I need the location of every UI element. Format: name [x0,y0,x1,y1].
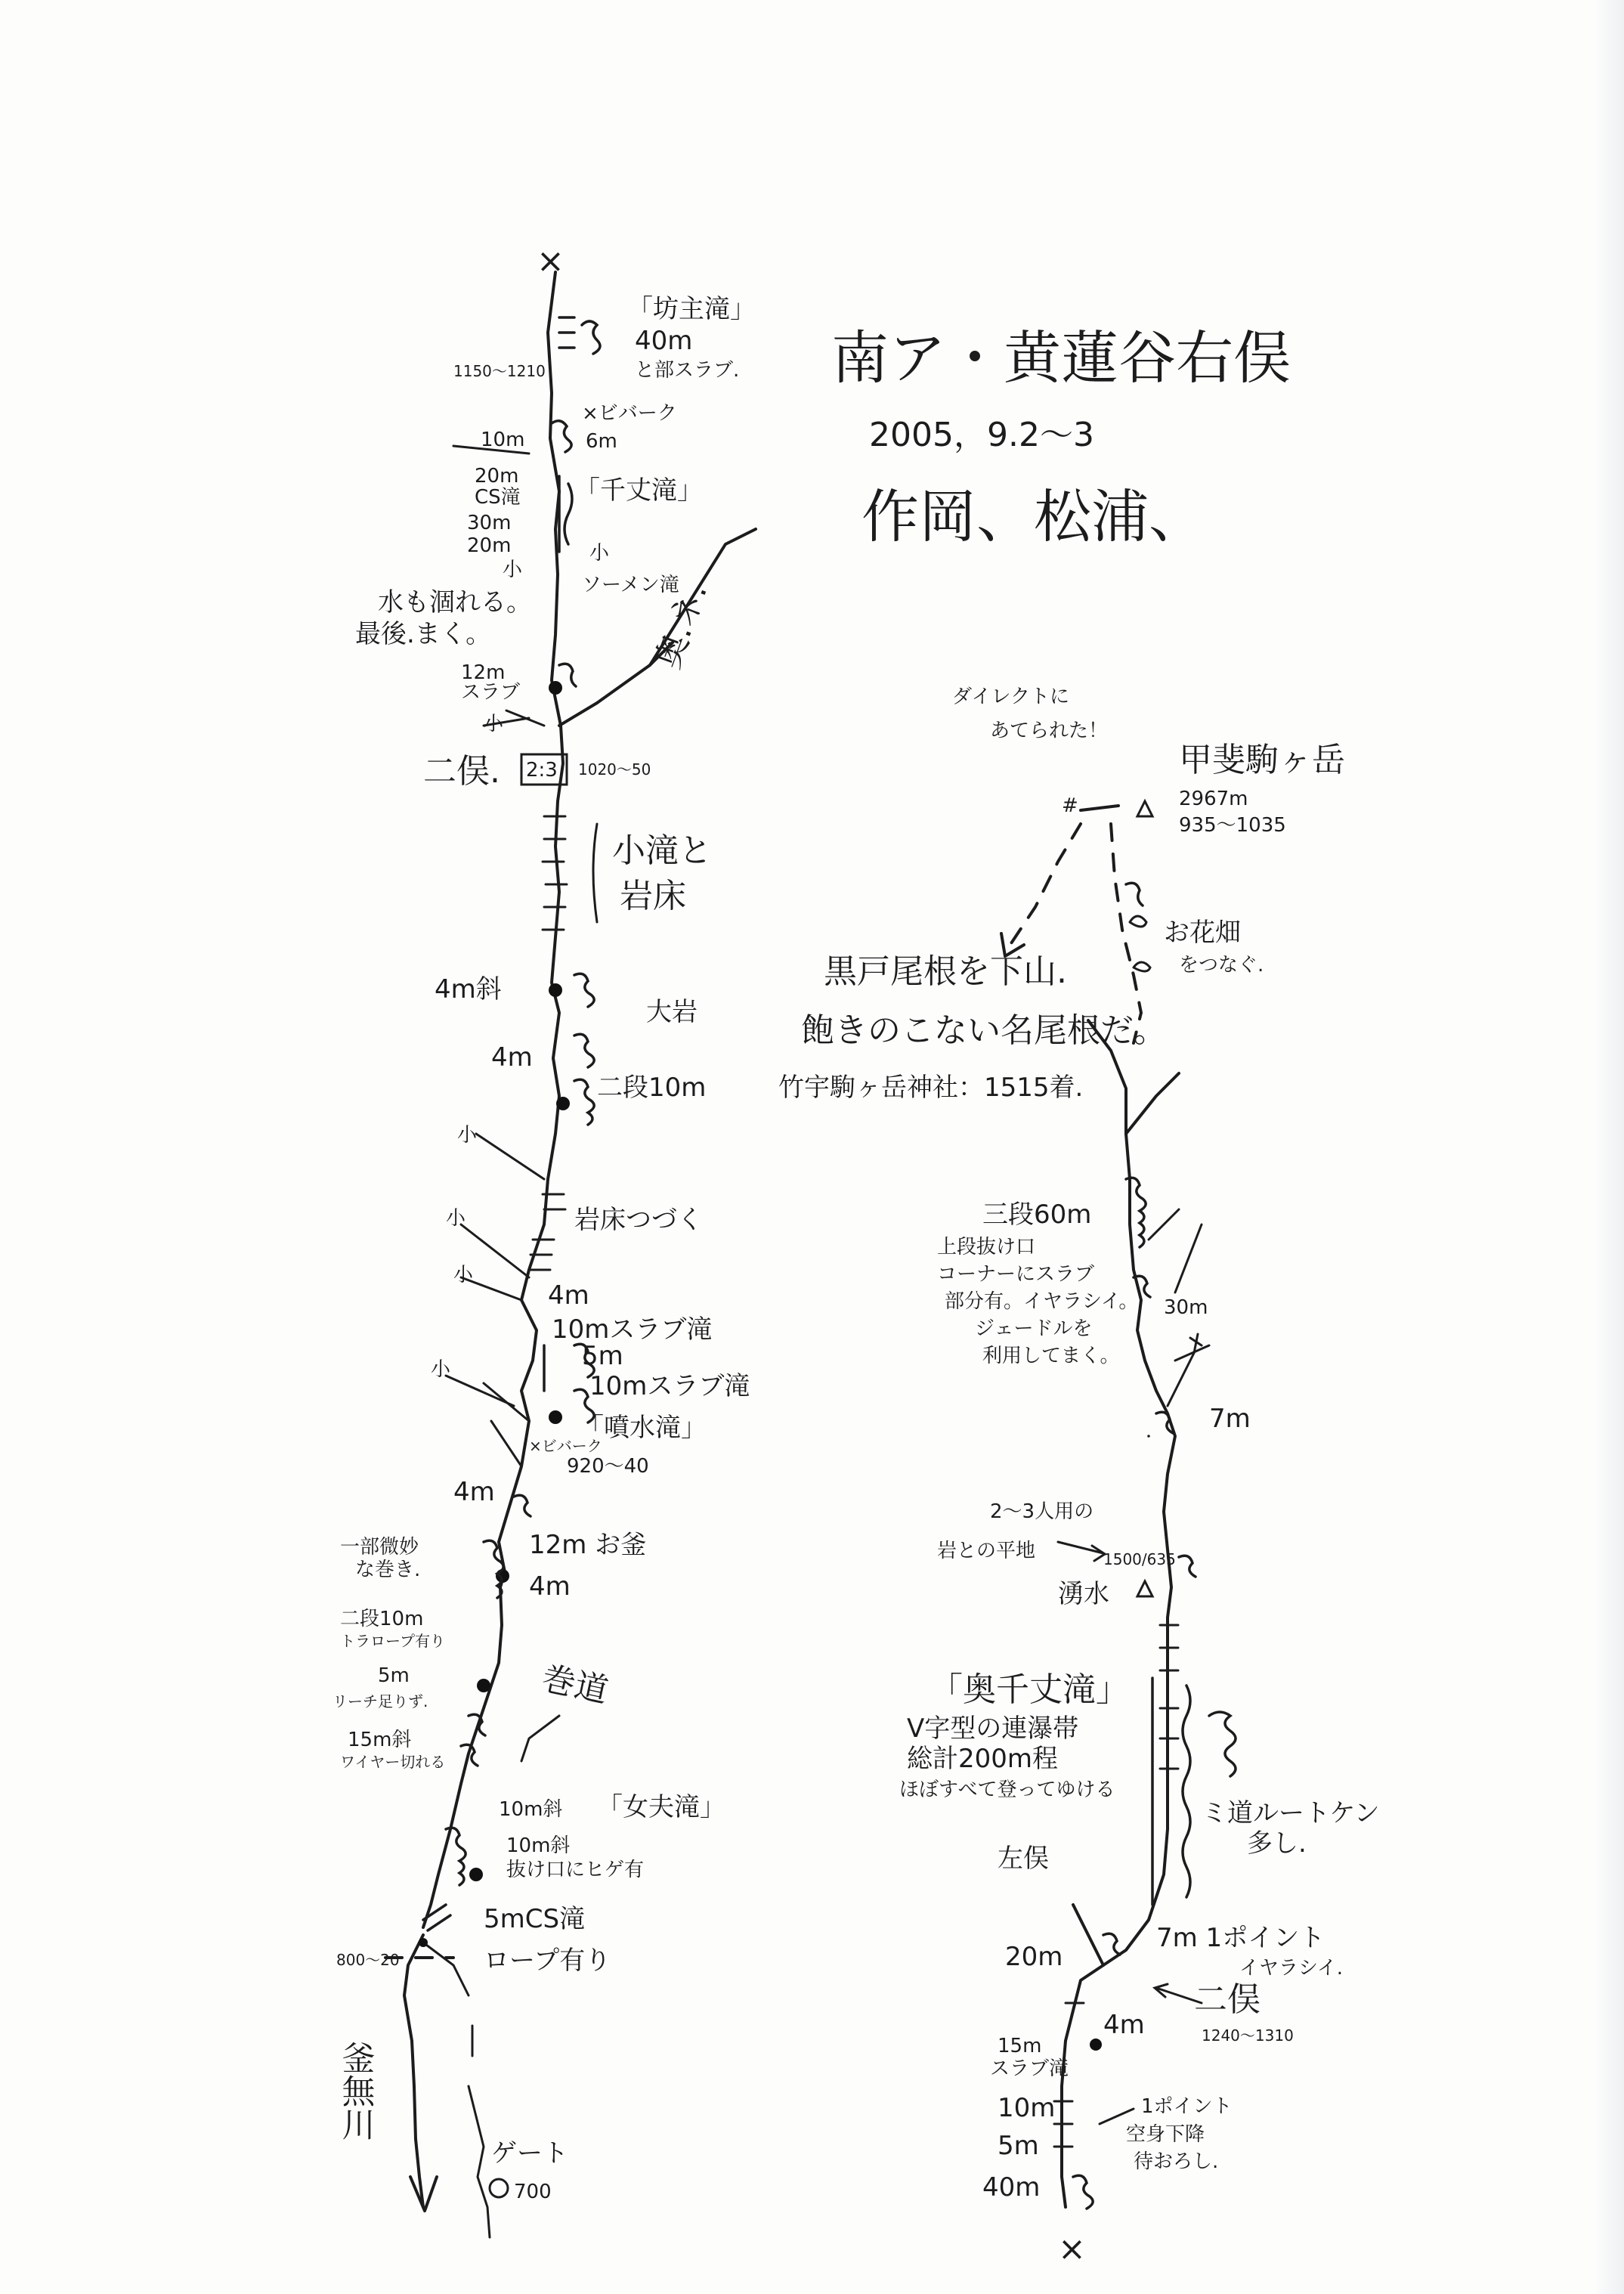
label-4m: 4m [1103,2010,1145,2040]
label-big-rock: 大岩 [646,997,698,1027]
label-partly2: な巻き. [355,1559,421,1581]
label-long-ridge: 飽きのこない名尾根だ。 [801,1011,1167,1050]
label-15-slant: 15m斜 [348,1729,412,1751]
point-two-step [556,1097,570,1110]
approach-trail [423,1943,490,2237]
ridge-dash [1111,824,1141,1043]
label-okusenjo: 「奥千丈滝」 [930,1670,1129,1709]
label-5m-b: 5m [378,1664,410,1687]
label-megane-slant: 10m斜 [499,1798,563,1821]
label-side-valley: 奥.ネ. [648,577,716,674]
flower-field-icon [1130,916,1150,971]
label-7m-point: 7m 1ポイント [1156,1923,1325,1953]
label-4m-b: 4m [548,1280,589,1311]
label-step-note1: 上段抜け口 [937,1236,1036,1258]
label-bivouac2: ×ビバーク [529,1437,602,1455]
label-step-note2: コーナーにスラブ [937,1263,1095,1286]
label-left-exit: 抜け口にヒゲ有 [506,1859,645,1881]
label-4m-d: 4m [529,1571,571,1602]
fall-senjo [559,476,572,552]
summit-triangle-icon [1137,801,1152,816]
label-5m: 5m [998,2131,1039,2161]
label-gate-time: 700 [514,2181,552,2203]
label-40m: 40m [982,2172,1041,2203]
label-10-slant: 10m斜 [506,1834,571,1857]
label-small-c: 小 [484,713,504,735]
label-futamata2: 二俣 [1194,1980,1261,2019]
label-slab12-note: スラブ [461,681,521,704]
river-arrow [410,2177,437,2211]
label-direct-note1: ダイレクトに [952,686,1069,708]
label-slab10b: 10mスラブ滝 [589,1371,750,1401]
label-rope-note: トラロープ有り [340,1632,445,1650]
left-summit-mark: × [537,242,565,280]
fall-4m-b [574,1034,594,1067]
label-step-note4: ジェードルを [975,1317,1093,1340]
map-title: 南ア・黄蓮谷右俣 [831,324,1291,392]
label-direct-note2: あてられた！ [990,720,1109,742]
label-4m-slant: 4m斜 [435,974,502,1005]
label-bozu-time: 1150～1210 [453,362,546,380]
label-small-g: 小 [431,1358,451,1381]
fall-bozu [559,317,600,354]
label-space-note1: 2～3人用の [990,1500,1094,1523]
fall-7m [1149,1412,1173,1436]
label-5m: 5m [582,1341,623,1371]
label-15m: 15m [998,2035,1042,2057]
left-stream-lower [404,1935,423,2207]
trip-date: 2005，9.2～3 [869,416,1094,454]
point-funsui [549,1410,562,1424]
point-cs5 [419,1938,428,1947]
label-empty-down: 空身下降 [1126,2123,1205,2146]
label-wire: ワイヤー切れる [340,1753,446,1771]
fall-two-step [574,1079,594,1125]
label-trail-note2: 多し. [1247,1828,1307,1859]
label-senjo-fall: 「千丈滝」 [574,475,703,506]
label-small-falls: 小滝と [612,831,712,870]
label-three-step: 三段60m [982,1200,1092,1230]
label-start-time: 800～20 [336,1951,400,1969]
one-point-arrow [1100,2109,1134,2124]
label-4m-c: 4m [453,1477,495,1507]
right-upper-branch [1126,1073,1179,1134]
label-slab12: 12m [461,661,506,684]
spring-triangle-icon [1137,1581,1152,1596]
members: 作岡、松浦、 [861,483,1206,550]
fall-4m-c [514,1495,531,1516]
label-leader: リーチ足りず. [333,1692,428,1710]
label-megane-fall: 「女夫滝」 [597,1792,725,1822]
label-total: 総計200m程 [907,1744,1059,1774]
label-spring: 湧水 [1058,1579,1109,1609]
label-slab10: 10mスラブ滝 [552,1314,713,1345]
label-futamata-ratio: 2:3 [526,759,558,782]
label-side-trail: 巻道 [538,1659,612,1711]
space-arrow [1058,1542,1105,1561]
label-20m-top: 20m [475,465,519,488]
point-futamata2 [1090,2039,1102,2051]
label-flower-field: お花畑 [1164,918,1241,948]
fall-okusenjo [1152,1678,1190,1905]
label-bozu-height: 40m [635,326,693,356]
label-cs5: 5mCS滝 [484,1904,586,1934]
label-4m: 4m [491,1042,533,1073]
label-futamata-time: 1020～50 [578,760,651,779]
label-v-shape: V字型の連瀑帯 [907,1714,1079,1744]
label-connect: をつなぐ. [1179,954,1264,977]
label-elevation: 2967m [1179,788,1248,810]
label-two-step-rope: 二段10m [340,1608,424,1630]
label-gate: ゲート [491,2138,568,2169]
flower-field-mark [1126,883,1143,906]
label-small-d: 小 [457,1124,478,1147]
label-rock-bed: 岩床 [620,877,686,915]
fall-12m [559,664,576,686]
fall-4m-slant [574,974,594,1007]
label-river: 釜無川 [336,2041,375,2141]
point-4m-slant [549,983,562,997]
label-7m: 7m [1209,1404,1251,1434]
label-left-branch: 左俣 [998,1844,1049,1874]
summit-bar [1081,806,1118,810]
label-20m: 20m [1005,1942,1063,1972]
label-trail-note1: ミ道ルートケン [1202,1798,1380,1828]
label-space-note2: 岩との平地 [937,1540,1036,1562]
fall-6m [552,421,571,452]
label-futamata2-time: 1240～1310 [1202,2026,1294,2045]
label-rockbed-cont: 岩床つづく [574,1205,703,1235]
label-20m-low: 20m [467,534,512,557]
label-10m: 10m [998,2093,1056,2123]
label-partly: 一部微妙 [340,1536,419,1559]
label-somen-fall: ソーメン滝 [582,574,679,596]
label-6m: 6m [586,430,617,453]
left-fork-upper [1073,1905,1103,1965]
point-megane [469,1868,483,1881]
bracket-small-falls [593,824,597,922]
label-futamata: 二俣. [423,752,500,791]
label-space-time: 1500/635 [1103,1550,1176,1568]
fall-right-side [1209,1712,1236,1776]
label-okama: 12m お釜 [529,1530,647,1560]
right-side-branch-2 [1175,1224,1202,1293]
label-cs-fall: CS滝 [475,486,521,509]
label-small-a: 小 [503,559,523,581]
label-water-note: 水も涸れる。 [378,587,532,618]
label-7m-point2: イヤラシイ. [1239,1957,1343,1980]
label-two-step: 二段10m [597,1073,707,1103]
label-slab-fall: スラブ滝 [990,2057,1069,2080]
label-small-b: 小 [589,542,610,565]
label-small-e: 小 [446,1207,466,1230]
label-waiting: 待おろし. [1134,2150,1219,2173]
label-step-note5: 利用してまく。 [982,1345,1120,1367]
label-30m: 30m [467,512,512,534]
branch-left-7 [491,1421,521,1466]
label-small-f: 小 [453,1264,474,1286]
label-funsui-time: 920～40 [567,1455,649,1478]
point-slab12 [549,681,562,695]
fall-cs5 [423,1905,450,1930]
right-side-branch-1 [1149,1209,1179,1240]
label-bivouac: ×ビバーク [582,402,677,425]
label-kaikoma: 甲斐駒ヶ岳 [1179,741,1345,779]
label-kurotoone: 黒戸尾根を下山. [824,952,1067,991]
label-funsui-fall: 「噴水滝」 [578,1413,707,1443]
label-shrine-mark: # [1062,794,1078,817]
branch-left-2 [476,1134,544,1179]
label-step-note3: 部分有。イヤラシイ。 [945,1290,1139,1313]
label-climb-note: ほぼすべて登ってゆける [899,1779,1115,1801]
fall-lower-7m [1179,1556,1196,1577]
fall-7m-point [1103,1933,1120,1955]
point-two-step-rope [477,1679,490,1692]
label-rope-here: ロープ有り [484,1946,611,1976]
label-shrine: 竹宇駒ヶ岳神社：1515着. [778,1073,1084,1103]
fall-right-bottom [1073,2175,1093,2209]
label-bozu-fall: 「坊主滝」 [627,294,756,324]
label-last-water: 最後.まく。 [355,619,492,649]
label-bozu-note: と部スラブ. [635,359,740,382]
descent-dash [1005,824,1081,952]
label-summit-time: 935～1035 [1179,814,1286,837]
small-falls-hash [529,816,567,1270]
right-cross-branch [1168,1353,1194,1406]
label-30m: 30m [1164,1296,1208,1319]
label-one-point: 1ポイント [1141,2095,1233,2118]
gate-icon [490,2179,508,2197]
right-bottom-mark: × [1058,2230,1086,2268]
label-10m: 10m [481,429,525,451]
side-trail-arrow [521,1716,559,1761]
